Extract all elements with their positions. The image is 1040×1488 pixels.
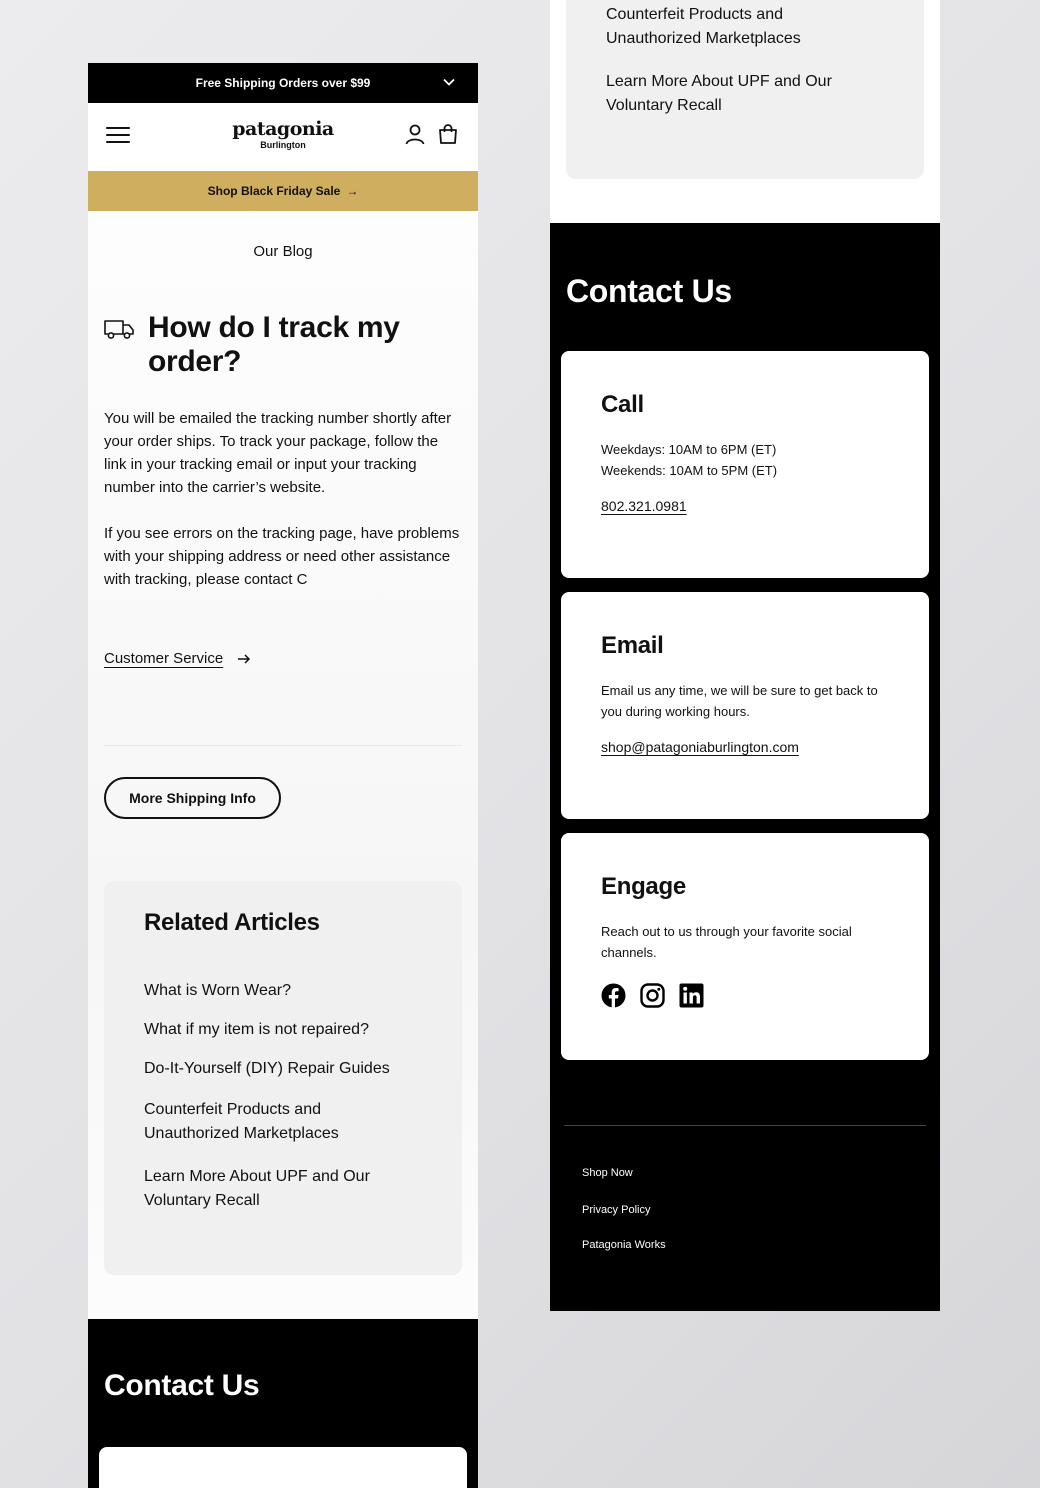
phone-link[interactable]: 802.321.0981 [601,498,687,514]
linkedin-icon[interactable] [679,983,704,1008]
engage-title: Engage [601,873,686,900]
mobile-screen-right [550,0,940,1311]
contact-title: Contact Us [566,273,732,309]
engage-text: Reach out to us through your favorite social channels. [601,924,852,960]
related-article-link[interactable]: Counterfeit Products and Unauthorized Marketplaces [144,1101,339,1142]
tracking-help-paragraph: If you see errors on the tracking page, have problems with your shipping address or need other assistance with tracking, please contact C [104,525,460,588]
contact-title: Contact Us [104,1369,260,1402]
footer-link-privacy-policy[interactable]: Privacy Policy [582,1204,651,1216]
related-article-link[interactable]: Counterfeit Products and Unauthorized Marketplaces [606,6,801,47]
related-article-link[interactable]: Learn More About UPF and Our Voluntary Recall [606,73,832,114]
weekend-hours: Weekends: 10AM to 5PM (ET) [601,463,778,478]
call-card [561,351,929,578]
email-text: Email us any time, we will be sure to get back to you during working hours. [601,683,878,719]
related-articles-card [104,881,462,1275]
engage-card [561,833,929,1060]
black-friday-banner[interactable] [88,171,478,211]
weekday-hours: Weekdays: 10AM to 6PM (ET) [601,442,777,457]
customer-service-link[interactable] [104,650,251,667]
logo-location: Burlington [260,140,306,150]
arrow-right-icon: → [346,184,359,198]
instagram-icon[interactable] [640,983,665,1008]
related-articles-section [550,0,940,223]
tracking-paragraph: You will be emailed the tracking number shortly after your order ships. To track your package, follow the link in your tracking email or input your tracking number into the carrier’s website. [104,410,452,496]
social-links [601,983,704,1008]
logo-brand: patagonia [232,118,334,140]
contact-section [550,223,940,1311]
promo-label: Shop Black Friday Sale [207,184,341,198]
announcement-bar[interactable] [88,63,478,103]
page-title: How do I track my order? [148,311,400,378]
truck-icon [104,318,134,340]
related-article-link[interactable]: Learn More About UPF and Our Voluntary Recall [144,1168,370,1209]
email-link[interactable]: shop@patagoniaburlington.com [601,739,799,755]
contact-card [99,1447,467,1488]
more-shipping-info-button[interactable]: More Shipping Info [104,777,281,819]
divider [104,745,462,746]
footer-divider [564,1125,926,1126]
facebook-icon[interactable] [601,983,626,1008]
arrow-right-icon [237,653,251,665]
customer-service-label: Customer Service [104,650,224,667]
related-article-link[interactable]: Do-It-Yourself (DIY) Repair Guides [144,1060,390,1077]
footer-link-patagonia-works[interactable]: Patagonia Works [582,1239,666,1251]
related-articles-card [566,0,924,179]
cart-icon[interactable] [437,123,459,145]
related-article-link[interactable]: What is Worn Wear? [144,982,292,999]
call-hours [601,439,891,481]
blog-breadcrumb[interactable]: Our Blog [253,243,313,260]
chevron-down-icon[interactable] [442,75,456,89]
contact-section [88,1319,478,1488]
related-article-link[interactable]: What if my item is not repaired? [144,1021,369,1038]
site-header [88,103,478,171]
footer-link-shop-now[interactable]: Shop Now [582,1167,633,1179]
email-title: Email [601,632,664,659]
call-title: Call [601,391,644,418]
related-articles-title: Related Articles [144,909,320,936]
email-card [561,592,929,819]
announcement-text: Free Shipping Orders over $99 [195,76,371,90]
account-icon[interactable] [404,123,426,145]
mobile-screen-left [88,63,478,1488]
